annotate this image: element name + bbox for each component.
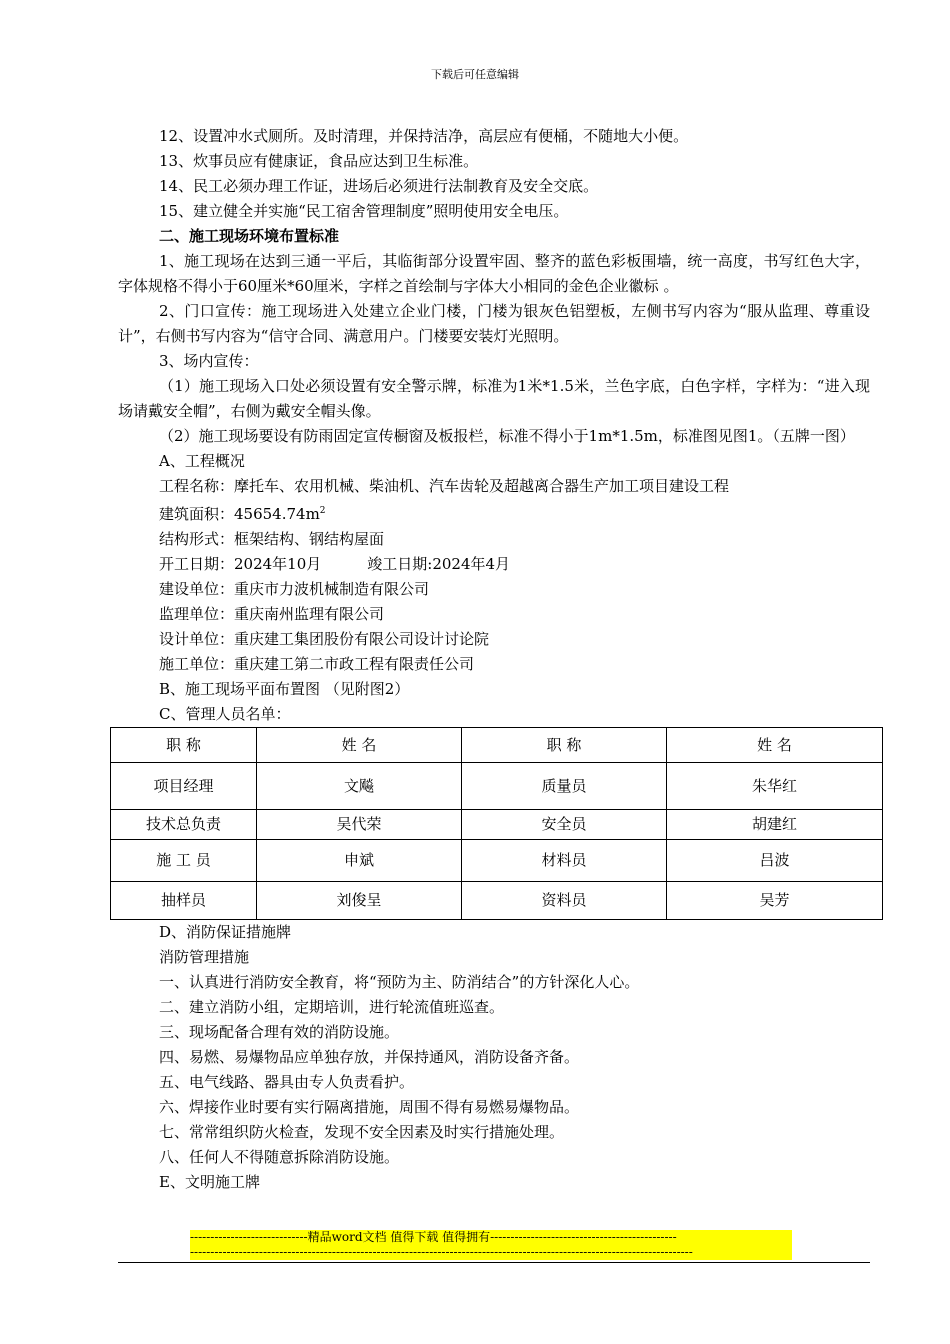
table-cell: 吕波 <box>667 840 883 882</box>
section-c-title: C、管理人员名单： <box>159 705 291 723</box>
section-2-item-2: 2、门口宣传：施工现场进入处建立企业门楼，门楼为银灰色铝塑板，左侧书写内容为“服从监理、尊重设计”，右侧书写内容为“信守合同、满意用户。门楼要安装灯光照明。 <box>118 302 870 345</box>
section-2-item-3-2: （2）施工现场要设有防雨固定宣传橱窗及板报栏，标准不得小于1m*1.5m，标准图见图1。（五牌一图） <box>159 427 855 445</box>
table-cell: 胡建红 <box>667 810 883 840</box>
para-13: 13、炊事员应有健康证，食品应达到卫生标准。 <box>159 152 479 170</box>
table-header-cell: 姓 名 <box>667 728 883 763</box>
fire-item: 四、易燃、易爆物品应单独存放，并保持通风，消防设备齐备。 <box>159 1048 580 1066</box>
section-2-item-1: 1、施工现场在达到三通一平后，其临街部分设置牢固、整齐的蓝色彩板围墙，统一高度，书写红色大字，字体规格不得小于60厘米*60厘米，字样之首绘制与字体大小相同的金色企业徽标 。 <box>118 252 870 295</box>
table-cell: 安全员 <box>462 810 667 840</box>
fire-item: 七、常常组织防火检查，发现不安全因素及时实行措施处理。 <box>159 1123 565 1141</box>
fire-item: 一、认真进行消防安全教育，将“预防为主、防消结合”的方针深化人心。 <box>159 973 640 991</box>
para-12: 12、设置冲水式厕所。及时清理，并保持洁净，高层应有便桶，不随地大小便。 <box>159 127 689 145</box>
document-body <box>118 124 870 1195</box>
table-cell: 质量员 <box>462 763 667 810</box>
table-cell: 刘俊呈 <box>257 882 462 920</box>
table-cell: 朱华红 <box>667 763 883 810</box>
section-2-item-3: 3、场内宣传： <box>159 352 259 370</box>
building-area <box>118 499 870 527</box>
management-table <box>110 727 883 920</box>
table-row <box>111 882 883 920</box>
table-cell: 文飚 <box>257 763 462 810</box>
table-cell: 技术总负责 <box>111 810 257 840</box>
section-2-item-3-1: （1）施工现场入口处必须设置有安全警示牌，标准为1米*1.5米，兰色字底，白色字样，字样为：“进入现场请戴安全帽”，右侧为戴安全帽头像。 <box>118 377 870 420</box>
table-cell: 吴代荣 <box>257 810 462 840</box>
table-cell: 施 工 员 <box>111 840 257 882</box>
building-area-value: 建筑面积：45654.74m <box>159 505 320 523</box>
table-row <box>111 840 883 882</box>
schedule-dates <box>118 552 870 577</box>
structure-type: 结构形式：框架结构、钢结构屋面 <box>159 530 385 548</box>
fire-item: 二、建立消防小组，定期培训，进行轮流值班巡查。 <box>159 998 505 1016</box>
section-2-title: 二、施工现场环境布置标准 <box>159 227 340 245</box>
footer-banner-line-1: -----------------------------精品word文档 值得下载 值得拥有---------------------------------------------- <box>190 1230 792 1245</box>
table-header-cell: 职 称 <box>111 728 257 763</box>
section-d-title: D、消防保证措施牌 <box>159 923 292 941</box>
table-header-row <box>111 728 883 763</box>
para-14: 14、民工必须办理工作证，进场后必须进行法制教育及安全交底。 <box>159 177 599 195</box>
area-unit-superscript: 2 <box>319 506 326 516</box>
section-a-title: A、工程概况 <box>159 452 245 470</box>
table-cell: 吴芳 <box>667 882 883 920</box>
table-header-cell: 姓 名 <box>257 728 462 763</box>
fire-item: 六、焊接作业时要有实行隔离措施，周围不得有易燃易爆物品。 <box>159 1098 580 1116</box>
footer-banner-line-2: ---------------------------------------------------------------------------------------------------------------------------- <box>190 1245 792 1260</box>
header-note: 下载后可任意编辑 <box>431 68 519 81</box>
table-cell: 项目经理 <box>111 763 257 810</box>
section-b-title: B、施工现场平面布置图 （见附图2） <box>159 680 410 698</box>
section-e-title: E、文明施工牌 <box>159 1173 260 1191</box>
table-cell: 申斌 <box>257 840 462 882</box>
table-cell: 抽样员 <box>111 882 257 920</box>
table-cell: 材料员 <box>462 840 667 882</box>
table-header-cell: 职 称 <box>462 728 667 763</box>
design-unit: 设计单位：重庆建工集团股份有限公司设计讨论院 <box>159 630 490 648</box>
fire-item: 三、现场配备合理有效的消防设施。 <box>159 1023 400 1041</box>
owner-unit: 建设单位：重庆市力波机械制造有限公司 <box>159 580 430 598</box>
supervisor-unit: 监理单位：重庆南州监理有限公司 <box>159 605 385 623</box>
fire-item: 八、任何人不得随意拆除消防设施。 <box>159 1148 400 1166</box>
footer-divider <box>118 1262 870 1263</box>
fire-measures-title: 消防管理措施 <box>159 948 250 966</box>
fire-item: 五、电气线路、器具由专人负责看护。 <box>159 1073 415 1091</box>
end-date: 竣工日期:2024年4月 <box>367 555 511 573</box>
table-row <box>111 810 883 840</box>
table-cell: 资料员 <box>462 882 667 920</box>
contractor-unit: 施工单位：重庆建工第二市政工程有限责任公司 <box>159 655 475 673</box>
para-15: 15、建立健全并实施“民工宿舍管理制度”照明使用安全电压。 <box>159 202 569 220</box>
project-name: 工程名称：摩托车、农用机械、柴油机、汽车齿轮及超越离合器生产加工项目建设工程 <box>159 477 730 495</box>
start-date: 开工日期：2024年10月 <box>159 555 322 573</box>
table-row <box>111 763 883 810</box>
